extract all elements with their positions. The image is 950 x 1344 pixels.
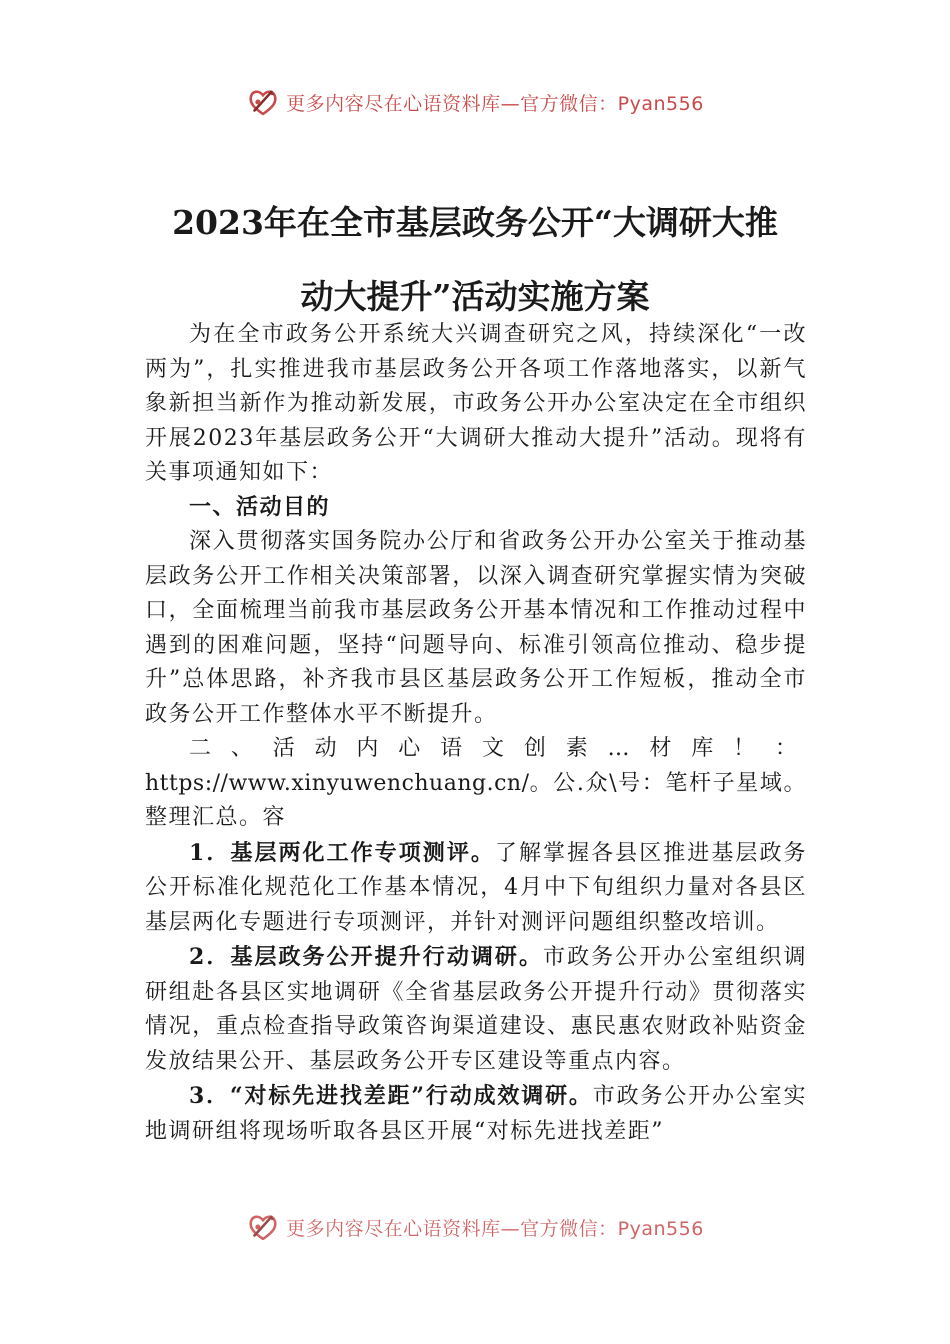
section-1-paragraph: 深入贯彻落实国务院办公厅和省政务公开办公室关于推动基层政务公开工作相关决策部署，以深入调查研究掌握实情为突破口，全面梳理当前我市基层政务公开基本情况和工作推动过程中遇到的困难问题，坚持“问题导向、标准引领高位推动、稳步提升”总体思路，补齐我市县区基层政务公开工作短板，推动全市政务公开工作整体水平不断提升。 <box>145 529 807 727</box>
item-3-paragraph <box>145 1079 807 1149</box>
document-body <box>145 318 807 1149</box>
item-1-text: 了解掌握各县区推进基层政务公开标准化规范化工作基本情况，4月中下旬组织力量对各县区基层两化专题进行专项测评，并针对测评问题组织整改培训。 <box>145 840 807 935</box>
title-line-2: 动大提升”活动实施方案 <box>300 277 650 316</box>
section-2-url: https://www.xinyuwenchuang.cn/ <box>145 770 530 796</box>
header-banner-text: 更多内容尽在心语资料库—官方微信：Pyan556 <box>286 92 704 115</box>
section-2-heading: 二、活动内心语文创素…材库！： <box>189 736 807 761</box>
item-2-title: 2．基层政务公开提升行动调研。 <box>189 944 544 970</box>
item-1-paragraph <box>145 836 807 941</box>
item-3-title: 3．“对标先进找差距”行动成效调研。 <box>189 1083 593 1109</box>
title-line-1: 2023年在全市基层政务公开“大调研大推 <box>172 203 778 242</box>
heart-pen-logo-icon <box>246 85 280 119</box>
item-2-paragraph <box>145 940 807 1079</box>
section-2-paragraph <box>145 732 807 836</box>
document-title <box>100 186 850 334</box>
section-1-heading: 一、活动目的 <box>189 494 331 520</box>
item-1-title: 1．基层两化工作专项测评。 <box>189 839 495 866</box>
section-2-tail: 。公.众\号：笔杆子星域。整理汇总。容 <box>145 770 807 830</box>
intro-paragraph: 为在全市政务公开系统大兴调查研究之风，持续深化“一改两为”，扎实推进我市基层政务公开各项工作落地落实，以新气象新担当新作为推动新发展，市政务公开办公室决定在全市组织开展2023年基层政务公开“大调研大推动大提升”活动。现将有关事项通知如下： <box>145 322 807 485</box>
heart-pen-logo-icon <box>246 1210 280 1240</box>
item-3-text: 市政务公开办公室实地调研组将现场听取各县区开展“对标先进找差距” <box>145 1084 807 1144</box>
footer-banner <box>0 1204 950 1240</box>
footer-banner-text: 更多内容尽在心语资料库—官方微信：Pyan556 <box>286 1217 704 1240</box>
header-banner <box>0 82 950 122</box>
item-2-text: 市政务公开办公室组织调研组赴各县区实地调研《全省基层政务公开提升行动》贯彻落实情况，重点检查指导政策咨询渠道建设、惠民惠农财政补贴资金发放结果公开、基层政务公开专区建设等重点内容。 <box>145 945 807 1074</box>
